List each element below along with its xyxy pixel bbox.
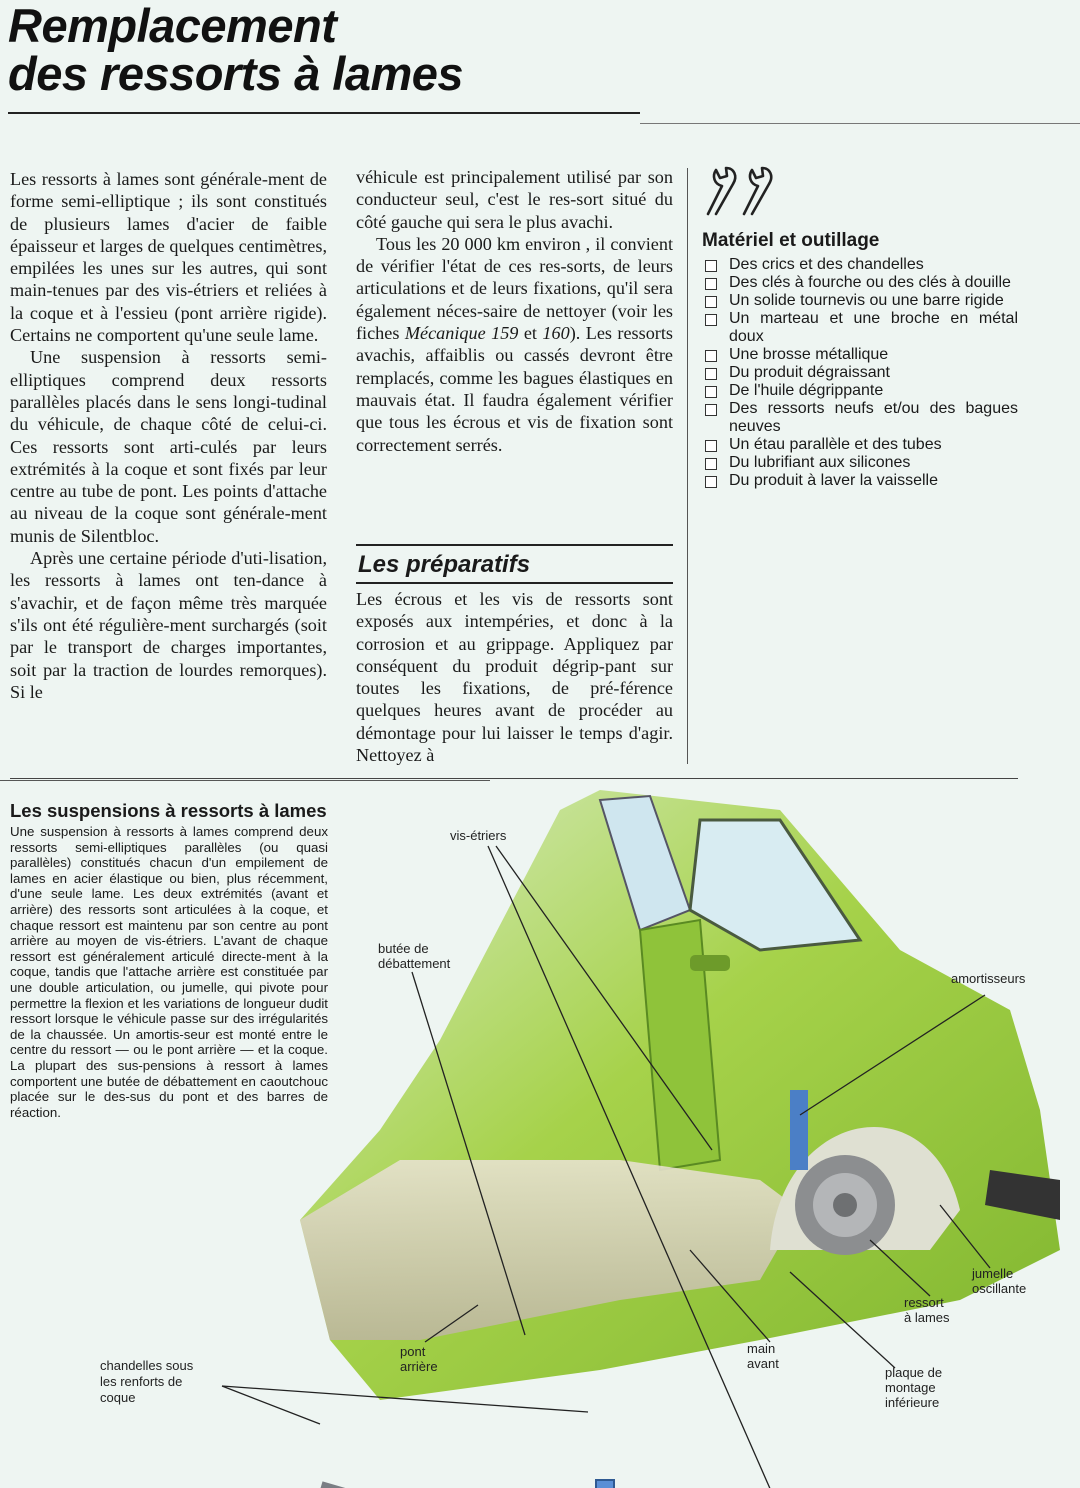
paragraph-1: Les ressorts à lames sont générale-ment de forme semi-elliptique ; ils sont constitués de plusieurs lames d'acier de faible épaisseur et larges de quelques centimètres, empilées les unes sur les autres, qui sont main-tenues par des vis-étriers et reliées à la coque et à l'essieu (pont arrière rigide). Certains ne comportent qu'une seule lame.: [10, 169, 327, 346]
tool-item-label: Un solide tournevis ou une barre rigide: [729, 292, 1004, 309]
tool-item-label: Du lubrifiant aux silicones: [729, 454, 911, 471]
label-vis-etriers: vis-étriers: [450, 828, 507, 843]
title-line-1: Remplacement: [8, 0, 337, 52]
label-main-line1: main: [747, 1341, 776, 1356]
tool-item-label: Un marteau et une broche en métal doux: [729, 310, 1018, 345]
paragraph-3: Après une certaine période d'uti-lisation, les ressorts à lames ont ten-dance à s'avachir, et de façon même très marquée s'ils ont été régulière-ment surchargés (soit par le transport de charges importantes, soit par la traction de lourdes remorques). Si le: [10, 548, 327, 702]
label-butee-line1: butée de: [378, 941, 429, 956]
ref-mecanique-159: Mécanique 159: [404, 323, 519, 344]
tool-item-label: Un étau parallèle et des tubes: [729, 436, 942, 453]
label-chandelles-line2: les renforts de: [100, 1374, 183, 1389]
title-line-2: des ressorts à lames: [8, 47, 464, 100]
label-chandelles-line1: chandelles sous: [100, 1358, 194, 1373]
label-plaque-line3: inférieure: [885, 1395, 940, 1410]
label-chandelles-line3: coque: [100, 1390, 136, 1405]
tool-item-label: Une brosse métallique: [729, 346, 889, 363]
tool-item-label: Des ressorts neufs et/ou des bagues neuves: [729, 400, 1018, 435]
caption-title: Les suspensions à ressorts à lames: [10, 800, 327, 821]
ref-160: 160: [542, 323, 570, 344]
label-ressort-line2: à lames: [904, 1310, 950, 1325]
paragraph-5-text-c: ). Les ressorts avachis, affaiblis ou cassés devront être remplacés, comme les bagues élastiques en mauvais état. Il faudra également vérifier que tous les écrous et vis de fixation sont correctement serrés.: [356, 323, 673, 455]
tools-title: Matériel et outillage: [702, 230, 880, 251]
label-plaque-line2: montage: [885, 1380, 936, 1395]
paragraph-2: Une suspension à ressorts semi-elliptiques comprend deux ressorts parallèles placés dans le sens longi-tudinal du véhicule, de chaque côté de celui-ci. Ces ressorts sont arti-culés par leurs extrémités à la coque et sont fixés par leur centre au tube de pont. Les points d'attache au niveau de la coque sont générale-ment munis de Silentbloc.: [10, 347, 327, 546]
section-heading: Les préparatifs: [358, 551, 531, 578]
label-pont-line1: pont: [400, 1344, 426, 1359]
label-amortisseurs: amortisseurs: [951, 971, 1026, 986]
caption-text: Une suspension à ressorts à lames comprend deux ressorts semi-elliptiques parallèles (ou quasi parallèles) constitués chacun d'un empilement de lames en acier élastique ou bien, plus récemment, d'une seule lame. Les deux extrémités (avant et arrière) des ressorts sont articulées à la coque, et chaque ressort est maintenu par son centre au pont arrière au moyen de vis-étriers. L'avant de chaque ressort est généralement articulé directe-ment à la coque, tandis que l'attache arrière est constituée par une double articulation, ou jumelle, qui pivote pour permettre la flexion et les variations de longueur dudit ressort lorsque le véhicule passe sur des irrégularités de la chaussée. Un amortis-seur est monté entre le centre du ressort — ou le pont arrière — et la coque. La plupart des sus-pensions à ressort à lames comportent une butée de débattement en caoutchouc placée sur le des-sus du pont et des barres de réaction.: [10, 824, 328, 1120]
tool-item-label: Du produit à laver la vaisselle: [729, 472, 938, 489]
label-main-line2: avant: [747, 1356, 779, 1371]
paragraph-5-text-b: et: [518, 323, 543, 344]
label-ressort-line1: ressort: [904, 1295, 944, 1310]
label-plaque-line1: plaque de: [885, 1365, 943, 1380]
section-paragraph: Les écrous et les vis de ressorts sont exposés aux intempéries, et donc à la corrosion et au grippage. Appliquez par conséquent du produit dégrip-pant sur toutes les fixations, de pré-férence quelques heures avant de procéder au démontage pour lui laisser le temps d'agir. Nettoyez à: [356, 589, 673, 766]
tool-item-label: Des clés à fourche ou des clés à douille: [729, 274, 1011, 291]
paragraph-5-text-a: Tous les 20 000 km environ , il convient de vérifier l'état de ces res-sorts, de leurs articulations et de leurs fixations, qu'il sera également néces-saire de nettoyer (voir les fiches: [356, 233, 673, 344]
label-pont-line2: arrière: [400, 1359, 438, 1374]
label-butee-line2: débattement: [378, 956, 451, 971]
label-jumelle-line2: oscillante: [972, 1281, 1027, 1296]
label-jumelle-line1: jumelle: [972, 1266, 1014, 1281]
paragraph-4: véhicule est principalement utilisé par son conducteur seul, c'est le res-sort situé du côté gauche qui sera le plus avachi.: [356, 167, 673, 232]
tool-item-label: Des crics et des chandelles: [729, 256, 924, 273]
tool-item-label: De l'huile dégrippante: [729, 382, 884, 399]
tool-item-label: Du produit dégraissant: [729, 364, 890, 381]
